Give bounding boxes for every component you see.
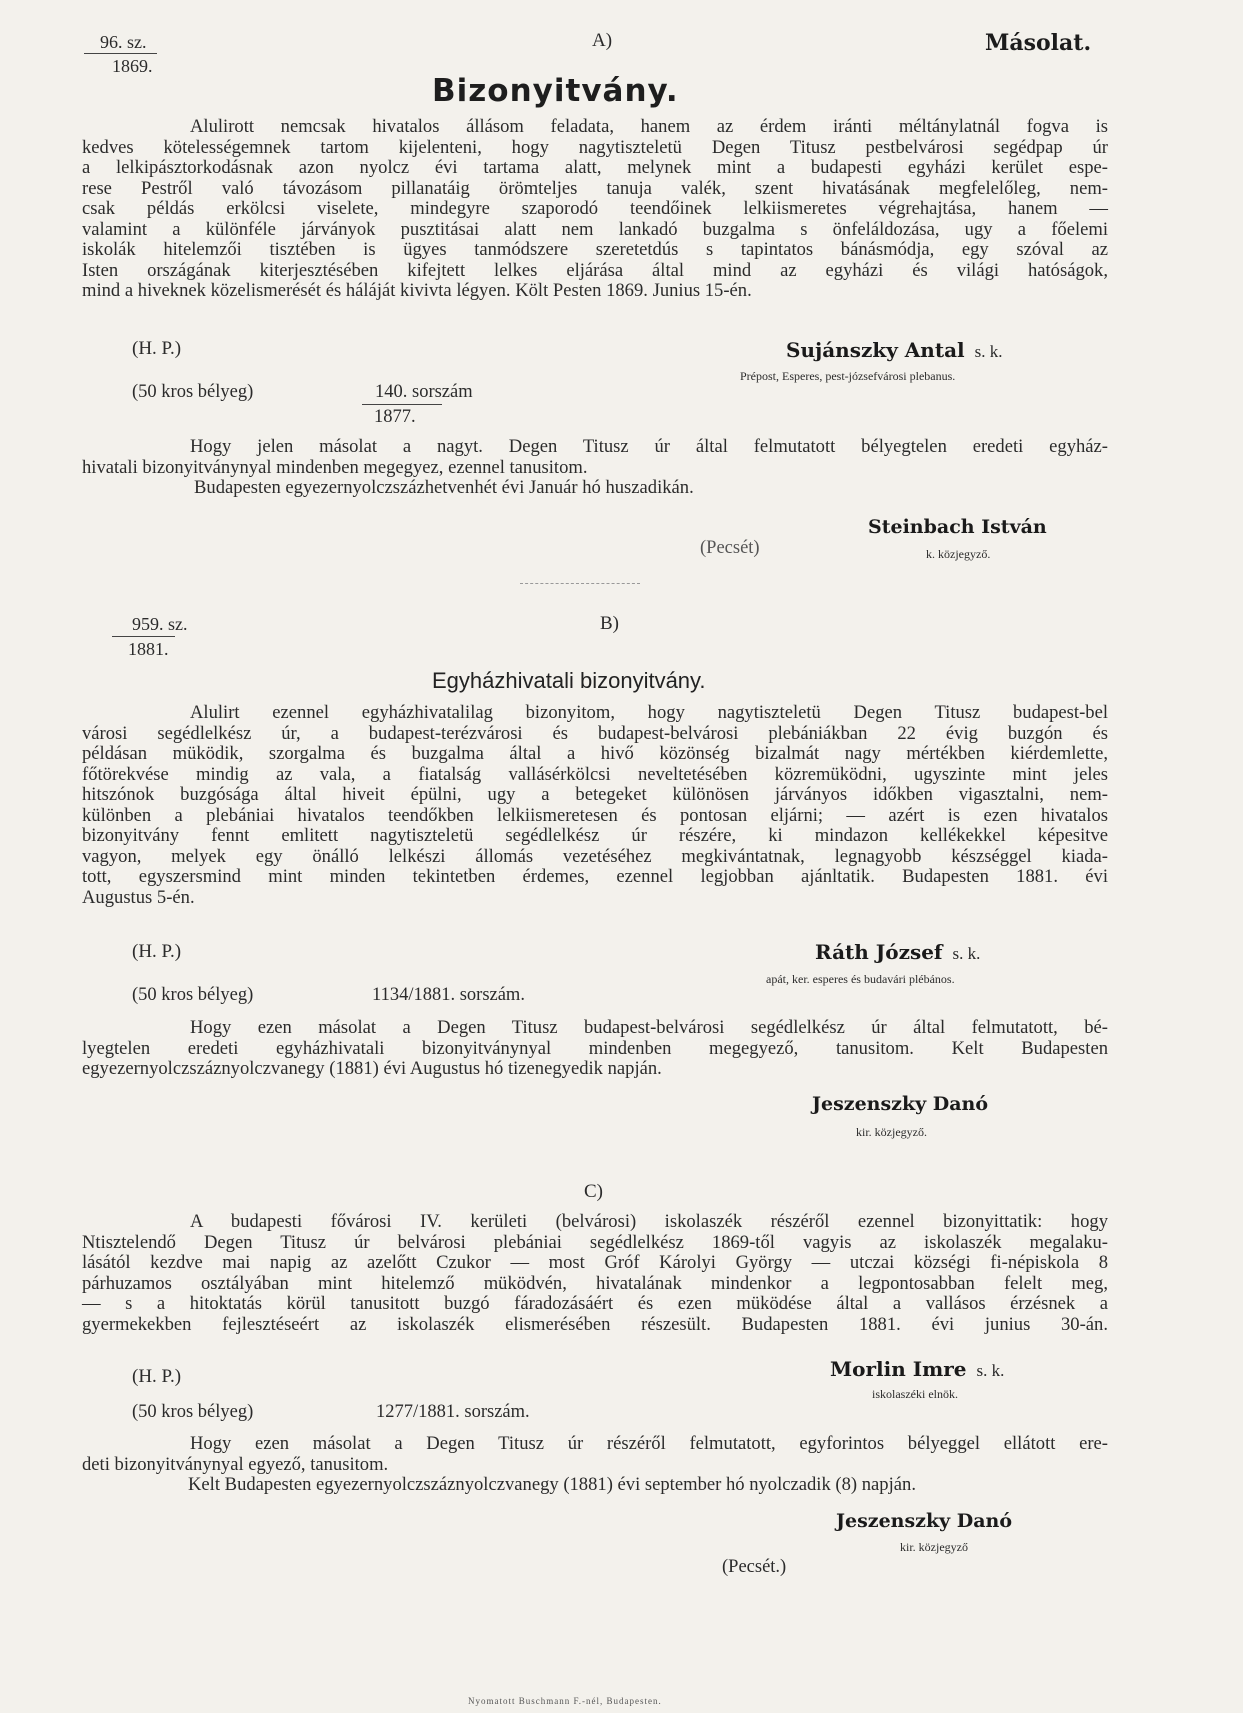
b-notary: Jeszenszky Danó bbox=[812, 1093, 989, 1115]
c-serial: 1277/1881. sorszám. bbox=[376, 1402, 530, 1422]
text-line: Hogy ezen másolat a Degen Titusz úr részéről felmutatott, egyforintos bélyeggel ellátott ere- bbox=[190, 1433, 1108, 1454]
printer-imprint: Nyomatott Buschmann F.-nél, Budapesten. bbox=[468, 1696, 662, 1706]
a-body bbox=[82, 117, 1108, 302]
text-line: párhuzamos osztályában mint hitelemző müködvén, hivatalának mindenkor a legpontosabban felelt meg, bbox=[82, 1272, 1108, 1294]
c-stamp: (50 kros bélyeg) bbox=[132, 1402, 254, 1422]
a-signer bbox=[786, 338, 1003, 362]
text-line: Isten országának kiterjesztésében kifejtett lelkes eljárása által mind az egyházi és világi hatóságok, bbox=[82, 259, 1108, 281]
c-copy-body bbox=[82, 1434, 1108, 1496]
text-line: hivatali bizonyitványnyal mindenben megegyez, ezennel tanusitom. bbox=[82, 456, 588, 478]
text-line: a lelkipásztorkodásnak azon nyolcz évi tartama alatt, melynek mint a budapesti egyházi kerület espe- bbox=[82, 157, 1108, 178]
a-pecset: (Pecsét) bbox=[700, 538, 760, 558]
b-stamp: (50 kros bélyeg) bbox=[132, 985, 254, 1005]
text-line: lásától kezdve mai napig az azelőtt Czukor — most Gróf Károlyi György — utczai községi fi-népiskola 8 bbox=[82, 1252, 1108, 1273]
b-notary-title: kir. közjegyző. bbox=[856, 1125, 927, 1139]
c-notary: Jeszenszky Danó bbox=[836, 1510, 1013, 1532]
a-stamp: (50 kros bélyeg) bbox=[132, 382, 254, 402]
signer-sk: s. k. bbox=[976, 1361, 1005, 1380]
signer-name: Morlin Imre bbox=[830, 1357, 967, 1381]
text-line: vagyon, melyek egy önálló lelkészi állomás vezetéséhez megkivántatnak, legnagyobb készséggel kiada- bbox=[82, 845, 1108, 867]
b-year: 1881. bbox=[112, 636, 175, 660]
signer-sk: s. k. bbox=[974, 342, 1003, 361]
text-line: mind a hiveknek közelismerését és háláját kivivta légyen. Költ Pesten 1869. Junius 15-én. bbox=[82, 280, 752, 301]
a-year: 1869. bbox=[84, 53, 157, 77]
a-signer-title: Prépost, Esperes, pest-józsefvárosi plebanus. bbox=[740, 369, 956, 383]
text-line: Augustus 5-én. bbox=[82, 886, 195, 908]
text-line: iskolák hitelemzői tisztében is ügyes tanmódszere szeretetdús s tapintatos bánásmódja, egy szóval az bbox=[82, 239, 1108, 260]
signer-sk: s. k. bbox=[952, 944, 981, 963]
b-signer bbox=[815, 940, 980, 964]
text-line: valamint a különféle járványok pusztitásai alatt nem lankadó buzgalma s önfeláldozása, ugy a főelemi bbox=[82, 218, 1108, 240]
text-line: gyermekekben fejlesztéseért az iskolaszék elismerésében részesült. Budapesten 1881. évi junius 30-án. bbox=[82, 1313, 1108, 1335]
c-hp: (H. P.) bbox=[132, 1366, 182, 1387]
c-signer bbox=[830, 1357, 1004, 1381]
a-label: A) bbox=[592, 30, 613, 51]
signer-name: Sujánszky Antal bbox=[786, 338, 965, 362]
b-signer-title: apát, ker. esperes és budavári plébános. bbox=[766, 972, 955, 986]
a-notary-title: k. közjegyző. bbox=[926, 547, 991, 561]
text-line: kedves kötelességemnek tartom kijelenteni, hogy nagytiszteletü Degen Titusz pestbelvárosi segédpap úr bbox=[82, 136, 1108, 158]
a-copy-body bbox=[82, 437, 1108, 499]
text-line: bizonyitvány fennt emlitett nagytiszteletü segédlelkész úr részére, ki mindazon kellékekkel képesitve bbox=[82, 825, 1108, 846]
text-line: lyegtelen eredeti egyházhivatali bizonyitványnyal mindenben megegyező, tanusitom. Kelt Budapesten bbox=[82, 1037, 1108, 1059]
b-serial: 1134/1881. sorszám. bbox=[372, 985, 525, 1005]
text-line: deti bizonyitványnyal egyező, tanusitom. bbox=[82, 1453, 389, 1475]
c-label: C) bbox=[584, 1181, 603, 1202]
text-line: különben a plebániai hivatalos teendőkben lelkiismeretesen és pontosan eljárni; — azért is ezen hivatalos bbox=[82, 804, 1108, 826]
text-line: Hogy jelen másolat a nagyt. Degen Titusz úr által felmutatott bélyegtelen eredeti egyház- bbox=[190, 436, 1108, 457]
text-line: városi segédlelkész úr, a budapest-terézvárosi és budapest-belvárosi plebániákban 22 évig buzgón és bbox=[82, 722, 1108, 744]
b-copy-body bbox=[82, 1018, 1108, 1080]
c-signer-title: iskolaszéki elnök. bbox=[872, 1387, 958, 1401]
text-line: csak példás erkölcsi viselete, mindegyre szaporodó teendőinek lelkiismeretes végrehajtása, hanem — bbox=[82, 198, 1108, 219]
text-line: példásan müködik, szorgalma és buzgalma által a hivő közönség bizalmát nagy mértékben kiérdemlette, bbox=[82, 743, 1108, 764]
text-line: Alulirott nemcsak hivatalos állásom feladata, hanem az érdem iránti méltánylatnál fogva is bbox=[190, 116, 1108, 137]
text-line: Alulirt ezennel egyházhivatalilag bizonyitom, hogy nagytiszteletü Degen Titusz budapest-bel bbox=[190, 702, 1108, 723]
a-title: Bizonyitvány. bbox=[432, 73, 679, 109]
text-line: Ntisztelendő Degen Titusz úr belvárosi plebániai segédlelkész 1869-től vagyis az iskolaszék megalaku- bbox=[82, 1231, 1108, 1253]
b-label: B) bbox=[600, 613, 619, 634]
copy-mark: Másolat. bbox=[985, 30, 1092, 56]
text-line: Hogy ezen másolat a Degen Titusz budapest-belvárosi segédlelkész úr által felmutatott, bé- bbox=[190, 1017, 1108, 1038]
c-pecset: (Pecsét.) bbox=[722, 1557, 787, 1577]
c-body bbox=[82, 1212, 1108, 1335]
b-title: Egyházhivatali bizonyitvány. bbox=[432, 668, 706, 693]
text-line: — s a hitoktatás körül tanusitott buzgó fáradozásáért és ezen müködése által a vallásos érzésnek a bbox=[82, 1293, 1108, 1314]
a-serial: 140. sorszám bbox=[375, 382, 473, 402]
b-hp: (H. P.) bbox=[132, 941, 182, 962]
a-number: 96. sz. bbox=[100, 32, 147, 52]
text-line: rese Pestről való távozásom pillanatáig örömteljes tanuja valék, szent hivatásának megfelelőleg, nem- bbox=[82, 177, 1108, 199]
text-line: Kelt Budapesten egyezernyolczszáznyolczvanegy (1881) évi september hó nyolczadik (8) napján. bbox=[188, 1474, 916, 1495]
a-hp: (H. P.) bbox=[132, 338, 182, 359]
text-line: hitszónok buzgósága által hiveit épülni, ugy a betegeket különösen járványos időkben vigasztalni, nem- bbox=[82, 784, 1108, 805]
text-line: főtörekvése mindig az vala, a fiatalság vallásérkölcsi neveltetésében közremüködni, ugyszinte mint jeles bbox=[82, 763, 1108, 785]
a-serial-year: 1877. bbox=[362, 404, 442, 428]
b-number: 959. sz. bbox=[132, 614, 188, 634]
section-divider bbox=[520, 583, 640, 584]
text-line: A budapesti fővárosi IV. kerületi (belvárosi) iskolaszék részéről ezennel bizonyittatik: hogy bbox=[190, 1211, 1108, 1232]
a-notary: Steinbach István bbox=[868, 516, 1047, 538]
text-line: Budapesten egyezernyolczszázhetvenhét évi Január hó huszadikán. bbox=[194, 477, 694, 498]
c-notary-title: kir. közjegyző bbox=[900, 1540, 968, 1554]
text-line: egyezernyolczszáznyolczvanegy (1881) évi Augustus hó tizenegyedik napján. bbox=[82, 1058, 662, 1079]
b-body bbox=[82, 703, 1108, 908]
signer-name: Ráth József bbox=[815, 940, 943, 964]
text-line: tott, egyszersmind mint minden tekintetben érdemes, ezennel legjobban ajánltatik. Budapesten 1881. évi bbox=[82, 866, 1108, 887]
